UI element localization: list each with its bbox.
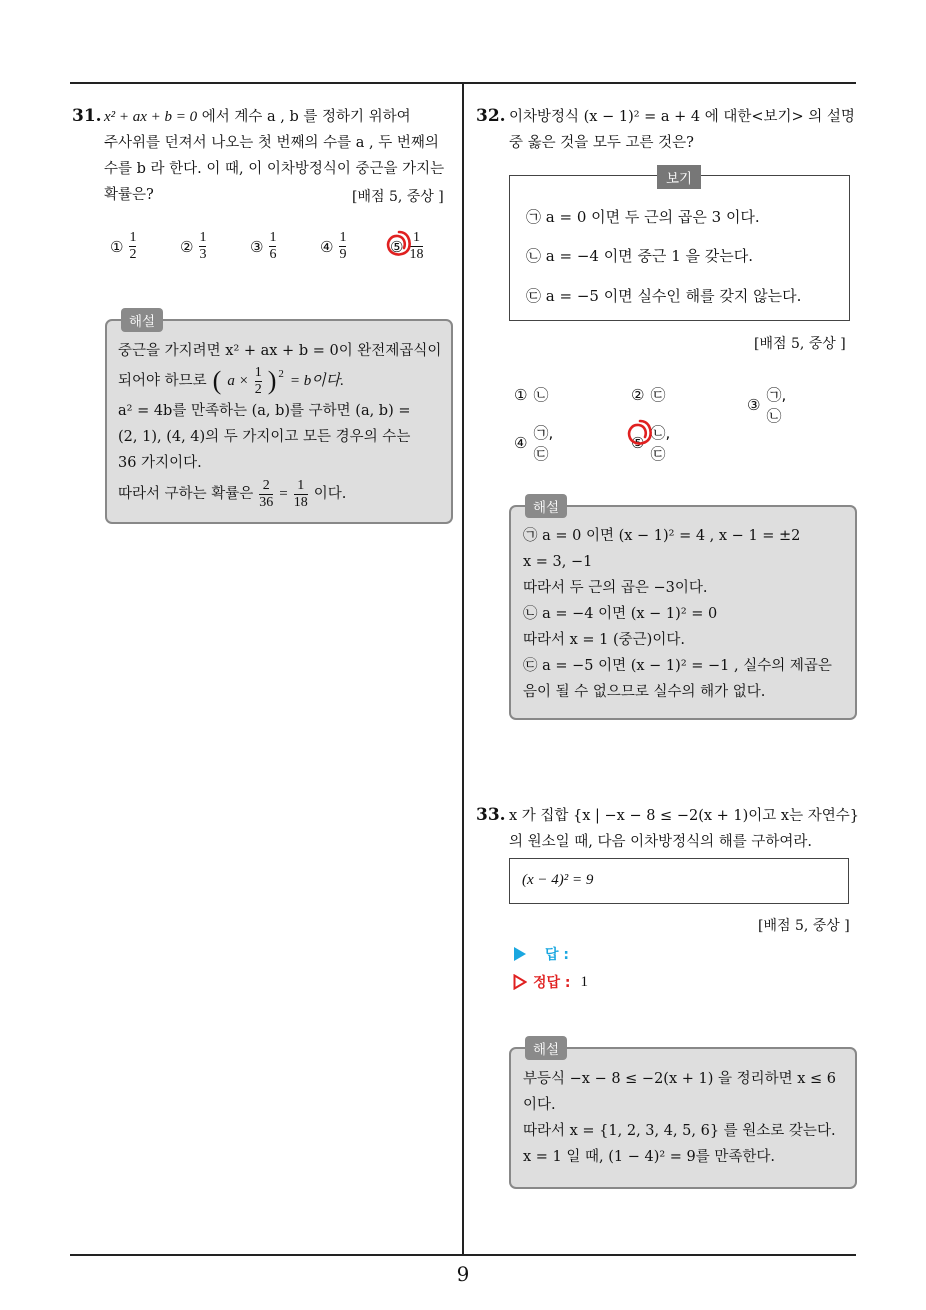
text-line: 의 원소일 때, 다음 이차방정식의 해를 구하여라. [509, 834, 813, 850]
bogi-item: ㉡ a = −4 이면 중근 1 을 갖는다. [526, 247, 753, 265]
choice-3[interactable]: ③ ㉠, ㉡ [747, 386, 787, 425]
bogi-item: ㉢ a = −5 이면 실수인 해를 갖지 않는다. [526, 287, 802, 305]
answer-mark-icon [384, 229, 414, 259]
question-number: 32. [476, 106, 506, 126]
solution-line: 중근을 가지려면 x² + ax + b = 0이 완전제곱식이 [118, 343, 442, 359]
solution-line: 이다. [523, 1097, 556, 1113]
solution-line: 따라서 두 근의 곱은 −3이다. [523, 580, 708, 596]
solution-line: 따라서 x = 1 (중근)이다. [523, 632, 685, 648]
solution-line: ㉡ a = −4 이면 (x − 1)² = 0 [523, 606, 718, 622]
page-number: 9 [456, 1262, 470, 1286]
equation: x² + ax + b = 0 [104, 109, 198, 125]
correct-answer-row [513, 972, 588, 992]
fraction: $\frac{1}{18}$ [409, 230, 424, 262]
correct-label: 정답 : [533, 975, 571, 991]
choice-5[interactable]: ⑤ ㉡, ㉢ [631, 424, 671, 463]
question-text [509, 104, 859, 156]
choice-3[interactable]: ③ $\frac{1}{6}$ [250, 230, 277, 262]
question-text [509, 803, 859, 855]
choice-4[interactable]: ④ ㉠, ㉢ [514, 424, 554, 463]
text-line: 주사위를 던져서 나오는 첫 번째의 수를 a , 두 번째의 [104, 135, 439, 151]
solution-line: x = 3, −1 [523, 554, 593, 570]
solution-line: x = 1 일 때, (1 − 4)² = 9를 만족한다. [523, 1149, 776, 1165]
answer-row[interactable] [513, 944, 569, 964]
solution-line: 부등식 −x − 8 ≤ −2(x + 1) 을 정리하면 x ≤ 6 [523, 1071, 837, 1087]
text-line: x 가 집합 {x | −x − 8 ≤ −2(x + 1)이고 x는 자연수} [509, 808, 859, 824]
column-divider [462, 83, 464, 1255]
solution-line: 따라서 x = {1, 2, 3, 4, 5, 6} 를 원소로 갖는다. [523, 1123, 836, 1139]
solution-line: (2, 1), (4, 4)의 두 가지이고 모든 경우의 수는 [118, 429, 411, 445]
text-line: 수를 b 라 한다. 이 때, 이 이차방정식이 중근을 가지는 [104, 161, 445, 177]
fraction: $\frac{1}{3}$ [199, 230, 207, 262]
bogi-tag: 보기 [657, 165, 701, 189]
solution-line: 되어야 하므로 ( a × $\frac{1}{2}$ ) $^2$ = b이다. [118, 364, 344, 397]
solution-line: 따라서 구하는 확률은 $\frac{2}{36}$ = $\frac{1}{18}$ 이다. [118, 477, 347, 510]
text-line: 확률은? [104, 187, 154, 203]
solution-body [118, 338, 448, 512]
outline-triangle-icon [513, 974, 527, 990]
fraction: $\frac{1}{6}$ [269, 230, 277, 262]
solution-line: ㉢ a = −5 이면 (x − 1)² = −1 , 실수의 제곱은 [523, 658, 832, 674]
solution-tag: 해설 [121, 308, 163, 332]
answer-label: 답 : [545, 947, 569, 963]
filled-triangle-icon [513, 946, 527, 962]
equation: (x − 4)² = 9 [522, 872, 594, 888]
score-label: [배점 5, 중상 ] [758, 918, 850, 934]
answer-mark-icon [625, 418, 655, 448]
text-line: 이차방정식 (x − 1)² = a + 4 에 대한<보기> 의 설명 [509, 109, 855, 125]
question-number: 33. [476, 805, 506, 825]
solution-body [523, 523, 853, 705]
text-line: 에서 계수 a , b 를 정하기 위하여 [197, 109, 411, 125]
solution-line: 음이 될 수 없으므로 실수의 해가 없다. [523, 684, 766, 700]
solution-line: a² = 4b를 만족하는 (a, b)를 구하면 (a, b) = [118, 403, 411, 419]
choice-4[interactable]: ④ $\frac{1}{9}$ [320, 230, 347, 262]
choice-2[interactable]: ② $\frac{1}{3}$ [180, 230, 207, 262]
fraction: $\frac{1}{9}$ [339, 230, 347, 262]
solution-tag: 해설 [525, 494, 567, 518]
score-label: [배점 5, 중상 ] [352, 189, 444, 205]
text-line: 중 옳은 것을 모두 고른 것은? [509, 135, 694, 151]
correct-value: 1 [580, 973, 589, 990]
bottom-rule [70, 1254, 856, 1256]
bogi-item: ㉠ a = 0 이면 두 근의 곱은 3 이다. [526, 208, 760, 226]
choice-5[interactable]: ⑤ $\frac{1}{18}$ [390, 230, 424, 262]
solution-tag: 해설 [525, 1036, 567, 1060]
choice-2[interactable]: ② ㉢ [631, 385, 666, 404]
solution-line: ㉠ a = 0 이면 (x − 1)² = 4 , x − 1 = ±2 [523, 528, 801, 544]
solution-line: 36 가지이다. [118, 455, 202, 471]
fraction: $\frac{1}{2}$ [129, 230, 137, 262]
solution-body [523, 1066, 853, 1170]
question-number: 31. [72, 106, 102, 126]
choice-1[interactable]: ① $\frac{1}{2}$ [110, 230, 137, 262]
score-label: [배점 5, 중상 ] [754, 336, 846, 352]
choice-1[interactable]: ① ㉡ [514, 385, 549, 404]
